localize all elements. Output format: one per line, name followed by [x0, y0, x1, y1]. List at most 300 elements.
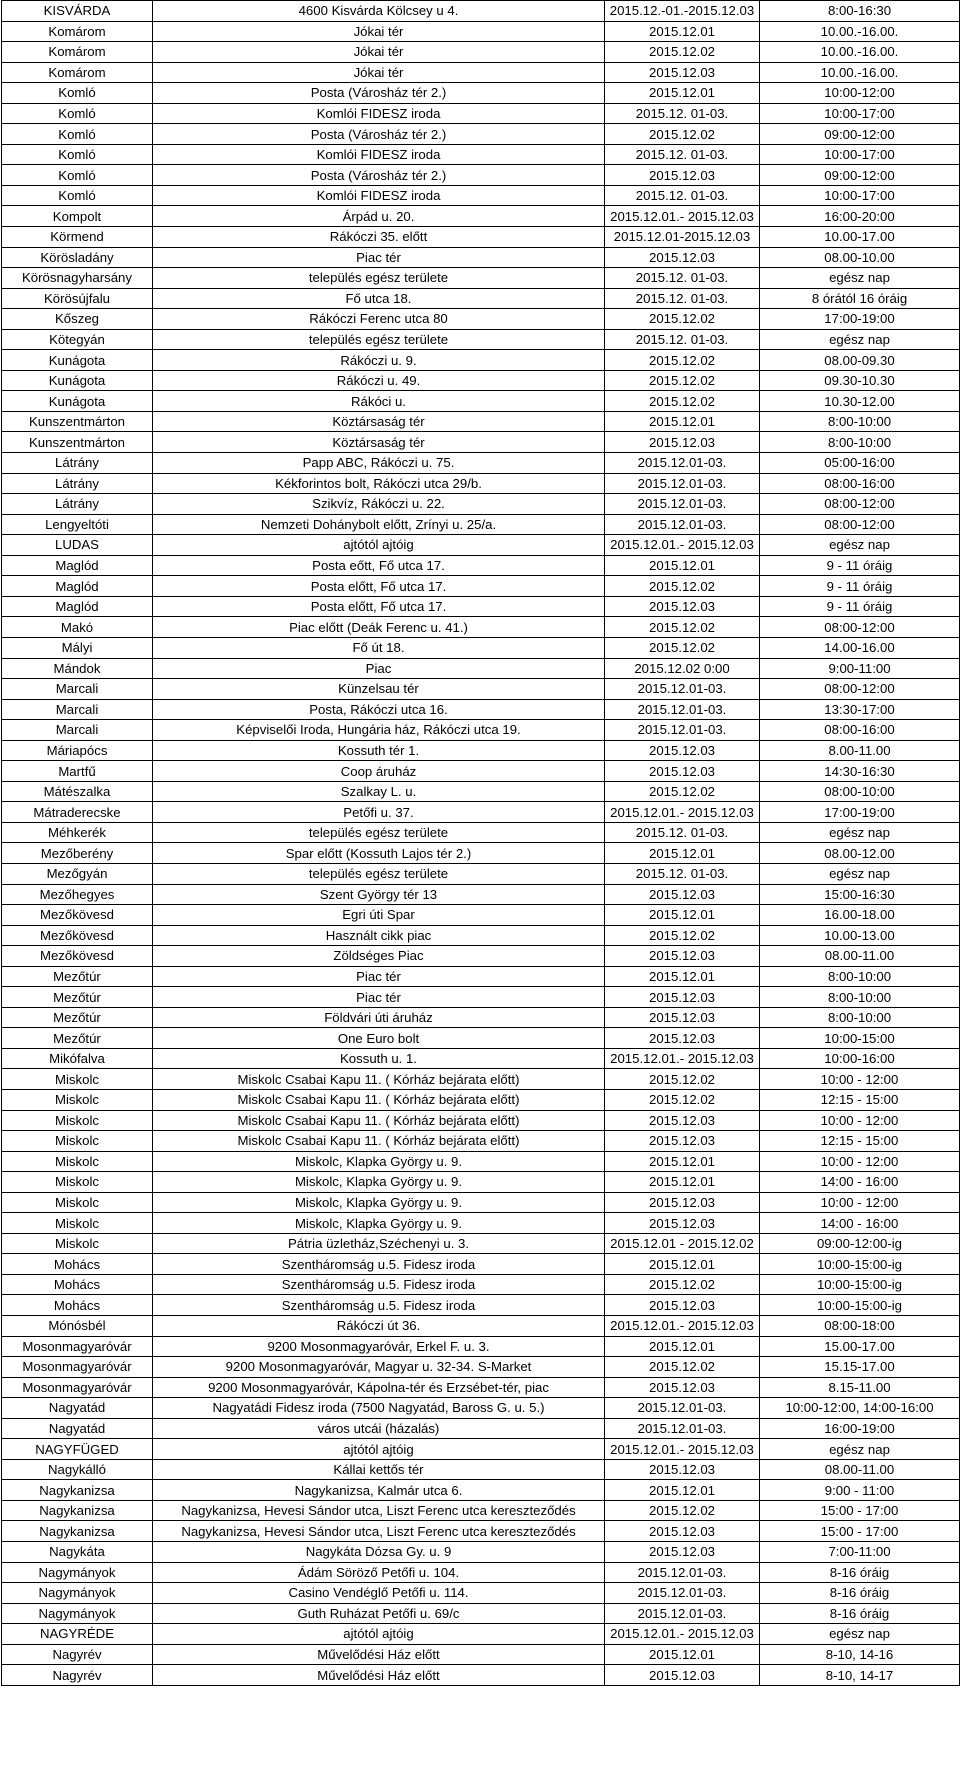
hours-cell: 17:00-19:00 — [760, 309, 960, 330]
town-cell: Nagykáta — [2, 1542, 153, 1563]
table-row — [2, 555, 960, 576]
town-cell: Miskolc — [2, 1151, 153, 1172]
town-cell: Mándok — [2, 658, 153, 679]
address-cell: Piac tér — [153, 247, 605, 268]
town-cell: Körmend — [2, 227, 153, 248]
table-row — [2, 576, 960, 597]
hours-cell: 10.30-12.00 — [760, 391, 960, 412]
town-cell: Nagykanizsa — [2, 1500, 153, 1521]
town-cell: Miskolc — [2, 1069, 153, 1090]
table-row — [2, 1418, 960, 1439]
town-cell: Nagykanizsa — [2, 1521, 153, 1542]
address-cell: Szalkay L. u. — [153, 781, 605, 802]
table-row — [2, 453, 960, 474]
town-cell: Mezőgyán — [2, 863, 153, 884]
address-cell: 9200 Mosonmagyaróvár, Erkel F. u. 3. — [153, 1336, 605, 1357]
address-cell: Posta, Rákóczi utca 16. — [153, 699, 605, 720]
table-row — [2, 905, 960, 926]
address-cell: Posta (Városház tér 2.) — [153, 124, 605, 145]
hours-cell: 08:00-18:00 — [760, 1316, 960, 1337]
town-cell: Látrány — [2, 494, 153, 515]
address-cell: Posta előtt, Fő utca 17. — [153, 576, 605, 597]
hours-cell: 15.00-17.00 — [760, 1336, 960, 1357]
date-cell: 2015.12.01 — [605, 555, 760, 576]
hours-cell: 16:00-19:00 — [760, 1418, 960, 1439]
date-cell: 2015.12. 01-03. — [605, 144, 760, 165]
hours-cell: 9 - 11 óráig — [760, 576, 960, 597]
address-cell: Árpád u. 20. — [153, 206, 605, 227]
table-row — [2, 350, 960, 371]
address-cell: Papp ABC, Rákóczi u. 75. — [153, 453, 605, 474]
hours-cell: 8:00-16:30 — [760, 1, 960, 22]
town-cell: Komló — [2, 185, 153, 206]
table-row — [2, 144, 960, 165]
address-cell: Miskolc, Klapka György u. 9. — [153, 1192, 605, 1213]
town-cell: Nagyatád — [2, 1398, 153, 1419]
date-cell: 2015.12.03 — [605, 946, 760, 967]
table-row — [2, 1644, 960, 1665]
table-row — [2, 432, 960, 453]
date-cell: 2015.12.01-03. — [605, 1583, 760, 1604]
table-row — [2, 781, 960, 802]
table-row — [2, 288, 960, 309]
hours-cell: 14:30-16:30 — [760, 761, 960, 782]
address-cell: Rákóci u. — [153, 391, 605, 412]
hours-cell: 08.00-11.00 — [760, 1459, 960, 1480]
town-cell: Marcali — [2, 679, 153, 700]
town-cell: Mezőkövesd — [2, 946, 153, 967]
locations-table — [1, 0, 960, 1686]
date-cell: 2015.12.03 — [605, 1665, 760, 1686]
address-cell: Pátria üzletház,Széchenyi u. 3. — [153, 1233, 605, 1254]
hours-cell: 10:00-15:00 — [760, 1028, 960, 1049]
address-cell: Posta eőtt, Fő utca 17. — [153, 555, 605, 576]
table-row — [2, 658, 960, 679]
table-row — [2, 1089, 960, 1110]
date-cell: 2015.12.02 0:00 — [605, 658, 760, 679]
table-row — [2, 1131, 960, 1152]
hours-cell: 10:00-17:00 — [760, 185, 960, 206]
hours-cell: 8:00-10:00 — [760, 966, 960, 987]
table-row — [2, 391, 960, 412]
date-cell: 2015.12.02 — [605, 637, 760, 658]
address-cell: ajtótól ajtóig — [153, 1439, 605, 1460]
town-cell: Maglód — [2, 555, 153, 576]
date-cell: 2015.12.03 — [605, 1542, 760, 1563]
table-row — [2, 740, 960, 761]
table-row — [2, 1233, 960, 1254]
hours-cell: 8-16 óráig — [760, 1603, 960, 1624]
town-cell: Kunágota — [2, 350, 153, 371]
address-cell: település egész területe — [153, 268, 605, 289]
address-cell: Kossuth tér 1. — [153, 740, 605, 761]
hours-cell: 8 órától 16 óráig — [760, 288, 960, 309]
hours-cell: 13:30-17:00 — [760, 699, 960, 720]
table-row — [2, 247, 960, 268]
date-cell: 2015.12.01 - 2015.12.02 — [605, 1233, 760, 1254]
table-row — [2, 843, 960, 864]
date-cell: 2015.12.02 — [605, 1069, 760, 1090]
date-cell: 2015.12.01-03. — [605, 1603, 760, 1624]
address-cell: Földvári úti áruház — [153, 1007, 605, 1028]
town-cell: Kunágota — [2, 370, 153, 391]
town-cell: NAGYRÉDE — [2, 1624, 153, 1645]
address-cell: Szent György tér 13 — [153, 884, 605, 905]
table-row — [2, 863, 960, 884]
date-cell: 2015.12.01.- 2015.12.03 — [605, 802, 760, 823]
date-cell: 2015.12.01-2015.12.03 — [605, 227, 760, 248]
town-cell: Komló — [2, 144, 153, 165]
town-cell: Komló — [2, 165, 153, 186]
date-cell: 2015.12.03 — [605, 62, 760, 83]
address-cell: ajtótól ajtóig — [153, 1624, 605, 1645]
hours-cell: 16.00-18.00 — [760, 905, 960, 926]
date-cell: 2015.12.02 — [605, 350, 760, 371]
hours-cell: 7:00-11:00 — [760, 1542, 960, 1563]
hours-cell: 08:00-12:00 — [760, 679, 960, 700]
table-row — [2, 1500, 960, 1521]
town-cell: Miskolc — [2, 1192, 153, 1213]
address-cell: One Euro bolt — [153, 1028, 605, 1049]
town-cell: Mezőkövesd — [2, 905, 153, 926]
table-row — [2, 62, 960, 83]
date-cell: 2015.12.03 — [605, 884, 760, 905]
town-cell: Mezőtúr — [2, 1028, 153, 1049]
address-cell: Nagykanizsa, Hevesi Sándor utca, Liszt Ferenc utca kereszteződés — [153, 1500, 605, 1521]
hours-cell: 16:00-20:00 — [760, 206, 960, 227]
date-cell: 2015.12.01-03. — [605, 453, 760, 474]
address-cell: település egész területe — [153, 822, 605, 843]
table-row — [2, 1213, 960, 1234]
hours-cell: 10:00-17:00 — [760, 144, 960, 165]
address-cell: Szentháromság u.5. Fidesz iroda — [153, 1274, 605, 1295]
table-row — [2, 617, 960, 638]
date-cell: 2015.12. 01-03. — [605, 185, 760, 206]
hours-cell: 15.15-17.00 — [760, 1357, 960, 1378]
hours-cell: 10.00.-16.00. — [760, 21, 960, 42]
address-cell: Miskolc Csabai Kapu 11. ( Kórház bejárata előtt) — [153, 1110, 605, 1131]
town-cell: Miskolc — [2, 1110, 153, 1131]
date-cell: 2015.12. 01-03. — [605, 288, 760, 309]
town-cell: Mátraderecske — [2, 802, 153, 823]
date-cell: 2015.12.02 — [605, 391, 760, 412]
date-cell: 2015.12.03 — [605, 1213, 760, 1234]
town-cell: Martfű — [2, 761, 153, 782]
date-cell: 2015.12.02 — [605, 1089, 760, 1110]
date-cell: 2015.12.01-03. — [605, 473, 760, 494]
hours-cell: 14:00 - 16:00 — [760, 1213, 960, 1234]
town-cell: Makó — [2, 617, 153, 638]
date-cell: 2015.12.02 — [605, 42, 760, 63]
table-row — [2, 1377, 960, 1398]
table-row — [2, 925, 960, 946]
town-cell: NAGYFÜGED — [2, 1439, 153, 1460]
hours-cell: egész nap — [760, 535, 960, 556]
address-cell: Jókai tér — [153, 21, 605, 42]
address-cell: Művelődési Ház előtt — [153, 1644, 605, 1665]
hours-cell: 10:00-16:00 — [760, 1048, 960, 1069]
hours-cell: 8-16 óráig — [760, 1562, 960, 1583]
date-cell: 2015.12.03 — [605, 1192, 760, 1213]
hours-cell: 10:00-15:00-ig — [760, 1274, 960, 1295]
town-cell: Körösújfalu — [2, 288, 153, 309]
table-row — [2, 124, 960, 145]
date-cell: 2015.12.03 — [605, 1028, 760, 1049]
date-cell: 2015.12.01 — [605, 1480, 760, 1501]
address-cell: Kossuth u. 1. — [153, 1048, 605, 1069]
address-cell: Zöldséges Piac — [153, 946, 605, 967]
table-row — [2, 185, 960, 206]
table-row — [2, 514, 960, 535]
hours-cell: 9 - 11 óráig — [760, 596, 960, 617]
hours-cell: 15:00 - 17:00 — [760, 1500, 960, 1521]
table-row — [2, 206, 960, 227]
table-row — [2, 720, 960, 741]
hours-cell: 9:00 - 11:00 — [760, 1480, 960, 1501]
hours-cell: 10:00-15:00-ig — [760, 1295, 960, 1316]
table-row — [2, 309, 960, 330]
hours-cell: 10:00 - 12:00 — [760, 1151, 960, 1172]
address-cell: Fő utca 18. — [153, 288, 605, 309]
town-cell: Nagymányok — [2, 1583, 153, 1604]
address-cell: Szentháromság u.5. Fidesz iroda — [153, 1295, 605, 1316]
town-cell: Mezőberény — [2, 843, 153, 864]
date-cell: 2015.12.01-03. — [605, 720, 760, 741]
address-cell: Nemzeti Dohánybolt előtt, Zrínyi u. 25/a. — [153, 514, 605, 535]
hours-cell: 15:00 - 17:00 — [760, 1521, 960, 1542]
table-row — [2, 227, 960, 248]
table-row — [2, 884, 960, 905]
hours-cell: 10.00-13.00 — [760, 925, 960, 946]
address-cell: Egri úti Spar — [153, 905, 605, 926]
address-cell: 4600 Kisvárda Kölcsey u 4. — [153, 1, 605, 22]
hours-cell: egész nap — [760, 1439, 960, 1460]
hours-cell: 8:00-10:00 — [760, 1007, 960, 1028]
town-cell: Kunszentmárton — [2, 432, 153, 453]
address-cell: Kállai kettős tér — [153, 1459, 605, 1480]
hours-cell: egész nap — [760, 329, 960, 350]
table-row — [2, 1, 960, 22]
hours-cell: 14.00-16.00 — [760, 637, 960, 658]
town-cell: Kőszeg — [2, 309, 153, 330]
town-cell: Komló — [2, 124, 153, 145]
address-cell: Miskolc Csabai Kapu 11. ( Kórház bejárata előtt) — [153, 1089, 605, 1110]
date-cell: 2015.12.01.- 2015.12.03 — [605, 1439, 760, 1460]
hours-cell: 17:00-19:00 — [760, 802, 960, 823]
town-cell: Mikófalva — [2, 1048, 153, 1069]
town-cell: Látrány — [2, 473, 153, 494]
hours-cell: 14:00 - 16:00 — [760, 1172, 960, 1193]
hours-cell: 10:00-12:00 — [760, 83, 960, 104]
hours-cell: 8-16 óráig — [760, 1583, 960, 1604]
hours-cell: 10:00-17:00 — [760, 103, 960, 124]
date-cell: 2015.12.01 — [605, 1254, 760, 1275]
town-cell: LUDAS — [2, 535, 153, 556]
hours-cell: 8:00-10:00 — [760, 432, 960, 453]
town-cell: Kunágota — [2, 391, 153, 412]
table-row — [2, 103, 960, 124]
town-cell: Miskolc — [2, 1089, 153, 1110]
address-cell: 9200 Mosonmagyaróvár, Kápolna-tér és Erzsébet-tér, piac — [153, 1377, 605, 1398]
table-row — [2, 596, 960, 617]
table-row — [2, 987, 960, 1008]
town-cell: Kötegyán — [2, 329, 153, 350]
address-cell: Ádám Söröző Petőfi u. 104. — [153, 1562, 605, 1583]
town-cell: Mohács — [2, 1254, 153, 1275]
date-cell: 2015.12.03 — [605, 1110, 760, 1131]
date-cell: 2015.12.-01.-2015.12.03 — [605, 1, 760, 22]
address-cell: város utcái (házalás) — [153, 1418, 605, 1439]
table-body — [2, 1, 960, 1686]
date-cell: 2015.12.02 — [605, 925, 760, 946]
table-row — [2, 679, 960, 700]
hours-cell: 10.00-17.00 — [760, 227, 960, 248]
town-cell: Miskolc — [2, 1233, 153, 1254]
address-cell: Posta (Városház tér 2.) — [153, 165, 605, 186]
table-row — [2, 1459, 960, 1480]
address-cell: Piac tér — [153, 987, 605, 1008]
town-cell: Nagyatád — [2, 1418, 153, 1439]
town-cell: Mezőkövesd — [2, 925, 153, 946]
town-cell: Nagykálló — [2, 1459, 153, 1480]
address-cell: Képviselői Iroda, Hungária ház, Rákóczi utca 19. — [153, 720, 605, 741]
address-cell: Piac tér — [153, 966, 605, 987]
date-cell: 2015.12.03 — [605, 740, 760, 761]
address-cell: Miskolc, Klapka György u. 9. — [153, 1172, 605, 1193]
table-row — [2, 494, 960, 515]
town-cell: Mezőtúr — [2, 966, 153, 987]
town-cell: Komló — [2, 83, 153, 104]
town-cell: Lengyeltóti — [2, 514, 153, 535]
date-cell: 2015.12.02 — [605, 1357, 760, 1378]
table-row — [2, 1480, 960, 1501]
date-cell: 2015.12.01 — [605, 21, 760, 42]
hours-cell: 8:00-10:00 — [760, 411, 960, 432]
address-cell: Posta (Városház tér 2.) — [153, 83, 605, 104]
address-cell: Fő út 18. — [153, 637, 605, 658]
hours-cell: 08:00-12:00 — [760, 494, 960, 515]
town-cell: Nagymányok — [2, 1562, 153, 1583]
date-cell: 2015.12.03 — [605, 761, 760, 782]
date-cell: 2015.12.01-03. — [605, 1398, 760, 1419]
address-cell: Miskolc, Klapka György u. 9. — [153, 1151, 605, 1172]
address-cell: Rákóczi út 36. — [153, 1316, 605, 1337]
town-cell: Mosonmagyaróvár — [2, 1357, 153, 1378]
address-cell: Kékforintos bolt, Rákóczi utca 29/b. — [153, 473, 605, 494]
date-cell: 2015.12.03 — [605, 1007, 760, 1028]
hours-cell: 08.00-10.00 — [760, 247, 960, 268]
table-row — [2, 21, 960, 42]
address-cell: Jókai tér — [153, 62, 605, 83]
date-cell: 2015.12.03 — [605, 1521, 760, 1542]
table-row — [2, 83, 960, 104]
date-cell: 2015.12.03 — [605, 1377, 760, 1398]
hours-cell: 08.00-11.00 — [760, 946, 960, 967]
table-row — [2, 699, 960, 720]
table-row — [2, 1192, 960, 1213]
hours-cell: 8.15-11.00 — [760, 1377, 960, 1398]
table-row — [2, 1562, 960, 1583]
hours-cell: 8.00-11.00 — [760, 740, 960, 761]
date-cell: 2015.12.01.- 2015.12.03 — [605, 1624, 760, 1645]
table-row — [2, 1336, 960, 1357]
hours-cell: 09:00-12:00 — [760, 165, 960, 186]
date-cell: 2015.12.01 — [605, 1644, 760, 1665]
date-cell: 2015.12.01-03. — [605, 1562, 760, 1583]
hours-cell: egész nap — [760, 822, 960, 843]
table-row — [2, 1316, 960, 1337]
date-cell: 2015.12.01-03. — [605, 514, 760, 535]
table-row — [2, 42, 960, 63]
date-cell: 2015.12.02 — [605, 617, 760, 638]
town-cell: Mónósbél — [2, 1316, 153, 1337]
table-row — [2, 165, 960, 186]
date-cell: 2015.12.03 — [605, 1131, 760, 1152]
address-cell: Rákóczi u. 9. — [153, 350, 605, 371]
town-cell: Nagymányok — [2, 1603, 153, 1624]
hours-cell: 09:00-12:00 — [760, 124, 960, 145]
address-cell: település egész területe — [153, 329, 605, 350]
hours-cell: egész nap — [760, 863, 960, 884]
town-cell: Méhkerék — [2, 822, 153, 843]
town-cell: Kompolt — [2, 206, 153, 227]
address-cell: Guth Ruházat Petőfi u. 69/c — [153, 1603, 605, 1624]
date-cell: 2015.12.03 — [605, 432, 760, 453]
address-cell: Rákóczi Ferenc utca 80 — [153, 309, 605, 330]
table-row — [2, 946, 960, 967]
date-cell: 2015.12.02 — [605, 124, 760, 145]
table-row — [2, 1583, 960, 1604]
table-row — [2, 1007, 960, 1028]
hours-cell: 08:00-12:00 — [760, 617, 960, 638]
hours-cell: 9:00-11:00 — [760, 658, 960, 679]
town-cell: Mosonmagyaróvár — [2, 1377, 153, 1398]
date-cell: 2015.12.03 — [605, 596, 760, 617]
table-row — [2, 1357, 960, 1378]
table-row — [2, 1521, 960, 1542]
address-cell: Művelődési Ház előtt — [153, 1665, 605, 1686]
table-row — [2, 329, 960, 350]
date-cell: 2015.12.01 — [605, 1336, 760, 1357]
town-cell: Marcali — [2, 720, 153, 741]
table-row — [2, 761, 960, 782]
table-row — [2, 1254, 960, 1275]
date-cell: 2015.12.01.- 2015.12.03 — [605, 1048, 760, 1069]
date-cell: 2015.12.02 — [605, 781, 760, 802]
date-cell: 2015.12.01-03. — [605, 1418, 760, 1439]
address-cell: Miskolc Csabai Kapu 11. ( Kórház bejárata előtt) — [153, 1069, 605, 1090]
address-cell: Coop áruház — [153, 761, 605, 782]
table-row — [2, 411, 960, 432]
hours-cell: egész nap — [760, 1624, 960, 1645]
hours-cell: 08.00-12.00 — [760, 843, 960, 864]
address-cell: ajtótól ajtóig — [153, 535, 605, 556]
date-cell: 2015.12. 01-03. — [605, 103, 760, 124]
address-cell: Nagykanizsa, Kalmár utca 6. — [153, 1480, 605, 1501]
town-cell: Marcali — [2, 699, 153, 720]
date-cell: 2015.12.02 — [605, 309, 760, 330]
date-cell: 2015.12. 01-03. — [605, 329, 760, 350]
table-row — [2, 1048, 960, 1069]
address-cell: Komlói FIDESZ iroda — [153, 103, 605, 124]
hours-cell: egész nap — [760, 268, 960, 289]
town-cell: Mályi — [2, 637, 153, 658]
address-cell: Jókai tér — [153, 42, 605, 63]
town-cell: Komárom — [2, 42, 153, 63]
hours-cell: 10:00 - 12:00 — [760, 1110, 960, 1131]
hours-cell: 08:00-12:00 — [760, 514, 960, 535]
date-cell: 2015.12. 01-03. — [605, 268, 760, 289]
